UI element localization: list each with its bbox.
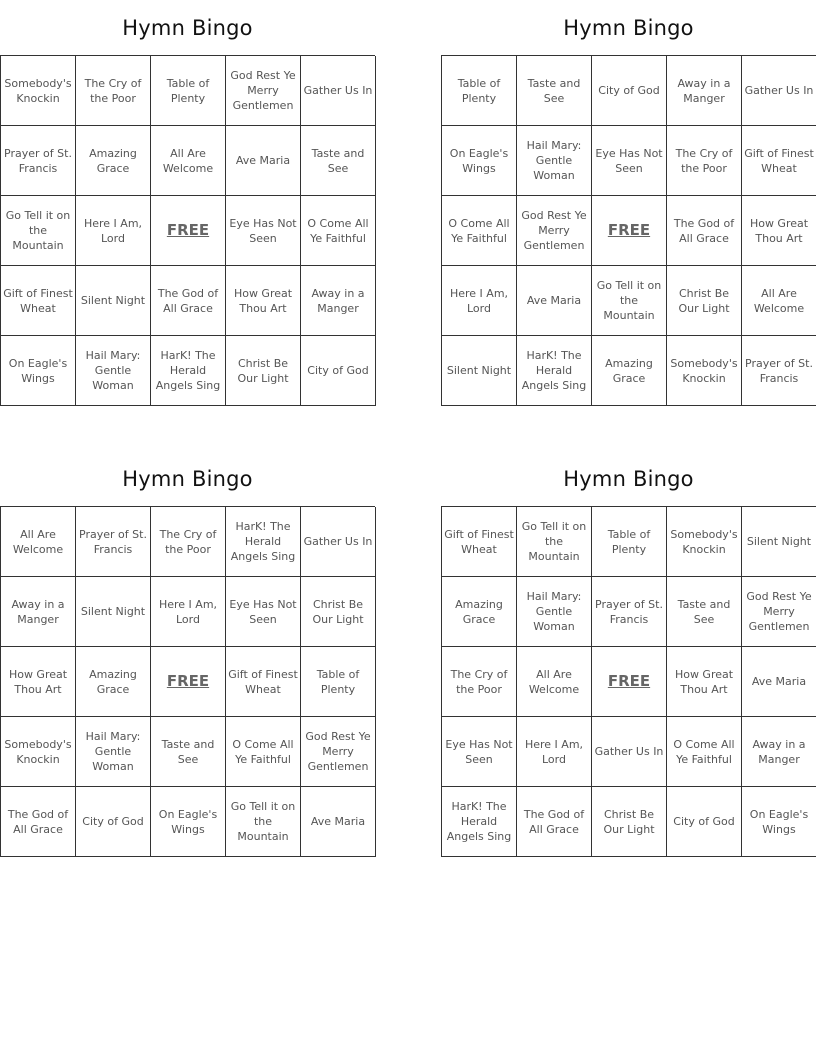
bingo-cell: Go Tell it on the Mountain	[1, 196, 76, 266]
bingo-cell: Gather Us In	[592, 717, 667, 787]
card-title: Hymn Bingo	[563, 467, 694, 491]
bingo-cell: Silent Night	[76, 266, 151, 336]
bingo-cell: The Cry of the Poor	[442, 647, 517, 717]
bingo-cell: The Cry of the Poor	[667, 126, 742, 196]
bingo-cell: City of God	[667, 787, 742, 857]
free-space-cell: FREE	[592, 647, 667, 717]
bingo-cell: Table of Plenty	[442, 56, 517, 126]
bingo-cell: The God of All Grace	[517, 787, 592, 857]
bingo-cell: O Come All Ye Faithful	[667, 717, 742, 787]
bingo-cell: All Are Welcome	[151, 126, 226, 196]
bingo-grid	[0, 506, 375, 857]
bingo-cell: God Rest Ye Merry Gentlemen	[226, 56, 301, 126]
bingo-cell: Ave Maria	[742, 647, 816, 717]
bingo-grid	[441, 55, 816, 406]
bingo-cell: Prayer of St. Francis	[592, 577, 667, 647]
bingo-grid	[0, 55, 375, 406]
bingo-cell: God Rest Ye Merry Gentlemen	[742, 577, 816, 647]
bingo-cell: Somebody's Knockin	[1, 56, 76, 126]
bingo-cell: Somebody's Knockin	[667, 507, 742, 577]
bingo-cell: Ave Maria	[517, 266, 592, 336]
bingo-cell: God Rest Ye Merry Gentlemen	[517, 196, 592, 266]
bingo-cell: Gather Us In	[301, 507, 376, 577]
bingo-cell: On Eagle's Wings	[1, 336, 76, 406]
bingo-cell: Ave Maria	[301, 787, 376, 857]
bingo-cell: Silent Night	[742, 507, 816, 577]
bingo-cell: Gather Us In	[301, 56, 376, 126]
bingo-cell: Hail Mary: Gentle Woman	[517, 126, 592, 196]
bingo-cell: Away in a Manger	[301, 266, 376, 336]
bingo-cell: Away in a Manger	[667, 56, 742, 126]
bingo-cell: Taste and See	[301, 126, 376, 196]
bingo-cell: Taste and See	[667, 577, 742, 647]
bingo-cell: The God of All Grace	[1, 787, 76, 857]
bingo-cell: City of God	[76, 787, 151, 857]
bingo-cell: Silent Night	[442, 336, 517, 406]
bingo-cell: Away in a Manger	[1, 577, 76, 647]
bingo-cell: Gift of Finest Wheat	[226, 647, 301, 717]
card-title: Hymn Bingo	[122, 16, 253, 40]
bingo-cell: Here I Am, Lord	[517, 717, 592, 787]
bingo-cell: How Great Thou Art	[667, 647, 742, 717]
card-title: Hymn Bingo	[563, 16, 694, 40]
bingo-cell: HarK! The Herald Angels Sing	[442, 787, 517, 857]
bingo-cell: Somebody's Knockin	[1, 717, 76, 787]
bingo-cell: Eye Has Not Seen	[226, 577, 301, 647]
bingo-cell: God Rest Ye Merry Gentlemen	[301, 717, 376, 787]
bingo-cell: Gift of Finest Wheat	[442, 507, 517, 577]
bingo-cell: On Eagle's Wings	[442, 126, 517, 196]
bingo-grid	[441, 506, 816, 857]
bingo-cell: Table of Plenty	[592, 507, 667, 577]
bingo-cell: Hail Mary: Gentle Woman	[76, 717, 151, 787]
bingo-card-3	[0, 451, 375, 857]
bingo-cell: Away in a Manger	[742, 717, 816, 787]
bingo-cell: Eye Has Not Seen	[592, 126, 667, 196]
bingo-cell: All Are Welcome	[1, 507, 76, 577]
bingo-cell: Somebody's Knockin	[667, 336, 742, 406]
bingo-cell: Taste and See	[517, 56, 592, 126]
bingo-cell: HarK! The Herald Angels Sing	[151, 336, 226, 406]
bingo-cell: Eye Has Not Seen	[226, 196, 301, 266]
bingo-cell: The God of All Grace	[151, 266, 226, 336]
bingo-cell: On Eagle's Wings	[151, 787, 226, 857]
bingo-cell: Amazing Grace	[442, 577, 517, 647]
bingo-card-4	[441, 451, 816, 857]
free-space-cell: FREE	[151, 647, 226, 717]
free-space-cell: FREE	[592, 196, 667, 266]
bingo-cell: Gift of Finest Wheat	[1, 266, 76, 336]
bingo-cell: Prayer of St. Francis	[1, 126, 76, 196]
bingo-cell: The Cry of the Poor	[76, 56, 151, 126]
card-title: Hymn Bingo	[122, 467, 253, 491]
bingo-cell: Hail Mary: Gentle Woman	[76, 336, 151, 406]
bingo-cell: How Great Thou Art	[1, 647, 76, 717]
bingo-cell: O Come All Ye Faithful	[301, 196, 376, 266]
bingo-cell: The God of All Grace	[667, 196, 742, 266]
bingo-cell: Christ Be Our Light	[592, 787, 667, 857]
bingo-cell: Prayer of St. Francis	[76, 507, 151, 577]
bingo-cell: Go Tell it on the Mountain	[592, 266, 667, 336]
bingo-cell: Taste and See	[151, 717, 226, 787]
bingo-cell: On Eagle's Wings	[742, 787, 816, 857]
bingo-cell: Eye Has Not Seen	[442, 717, 517, 787]
bingo-cell: Prayer of St. Francis	[742, 336, 816, 406]
bingo-cell: Amazing Grace	[592, 336, 667, 406]
bingo-cell: City of God	[301, 336, 376, 406]
bingo-cell: Gather Us In	[742, 56, 816, 126]
bingo-cell: Table of Plenty	[151, 56, 226, 126]
bingo-cell: Gift of Finest Wheat	[742, 126, 816, 196]
bingo-cell: O Come All Ye Faithful	[442, 196, 517, 266]
bingo-cell: Here I Am, Lord	[151, 577, 226, 647]
bingo-cell: All Are Welcome	[742, 266, 816, 336]
bingo-cell: Amazing Grace	[76, 647, 151, 717]
free-space-cell: FREE	[151, 196, 226, 266]
bingo-cell: How Great Thou Art	[226, 266, 301, 336]
bingo-cell: City of God	[592, 56, 667, 126]
bingo-cell: Hail Mary: Gentle Woman	[517, 577, 592, 647]
bingo-cell: Go Tell it on the Mountain	[226, 787, 301, 857]
bingo-cell: How Great Thou Art	[742, 196, 816, 266]
bingo-cell: Here I Am, Lord	[76, 196, 151, 266]
bingo-cell: Christ Be Our Light	[226, 336, 301, 406]
bingo-cell: Amazing Grace	[76, 126, 151, 196]
bingo-cell: Silent Night	[76, 577, 151, 647]
bingo-cell: HarK! The Herald Angels Sing	[226, 507, 301, 577]
bingo-cell: Here I Am, Lord	[442, 266, 517, 336]
bingo-cell: Go Tell it on the Mountain	[517, 507, 592, 577]
bingo-cell: Christ Be Our Light	[301, 577, 376, 647]
bingo-cell: The Cry of the Poor	[151, 507, 226, 577]
bingo-card-1	[0, 0, 375, 406]
bingo-cell: Table of Plenty	[301, 647, 376, 717]
bingo-cell: O Come All Ye Faithful	[226, 717, 301, 787]
bingo-cell: All Are Welcome	[517, 647, 592, 717]
bingo-cell: HarK! The Herald Angels Sing	[517, 336, 592, 406]
bingo-cell: Christ Be Our Light	[667, 266, 742, 336]
bingo-card-2	[441, 0, 816, 406]
bingo-cell: Ave Maria	[226, 126, 301, 196]
